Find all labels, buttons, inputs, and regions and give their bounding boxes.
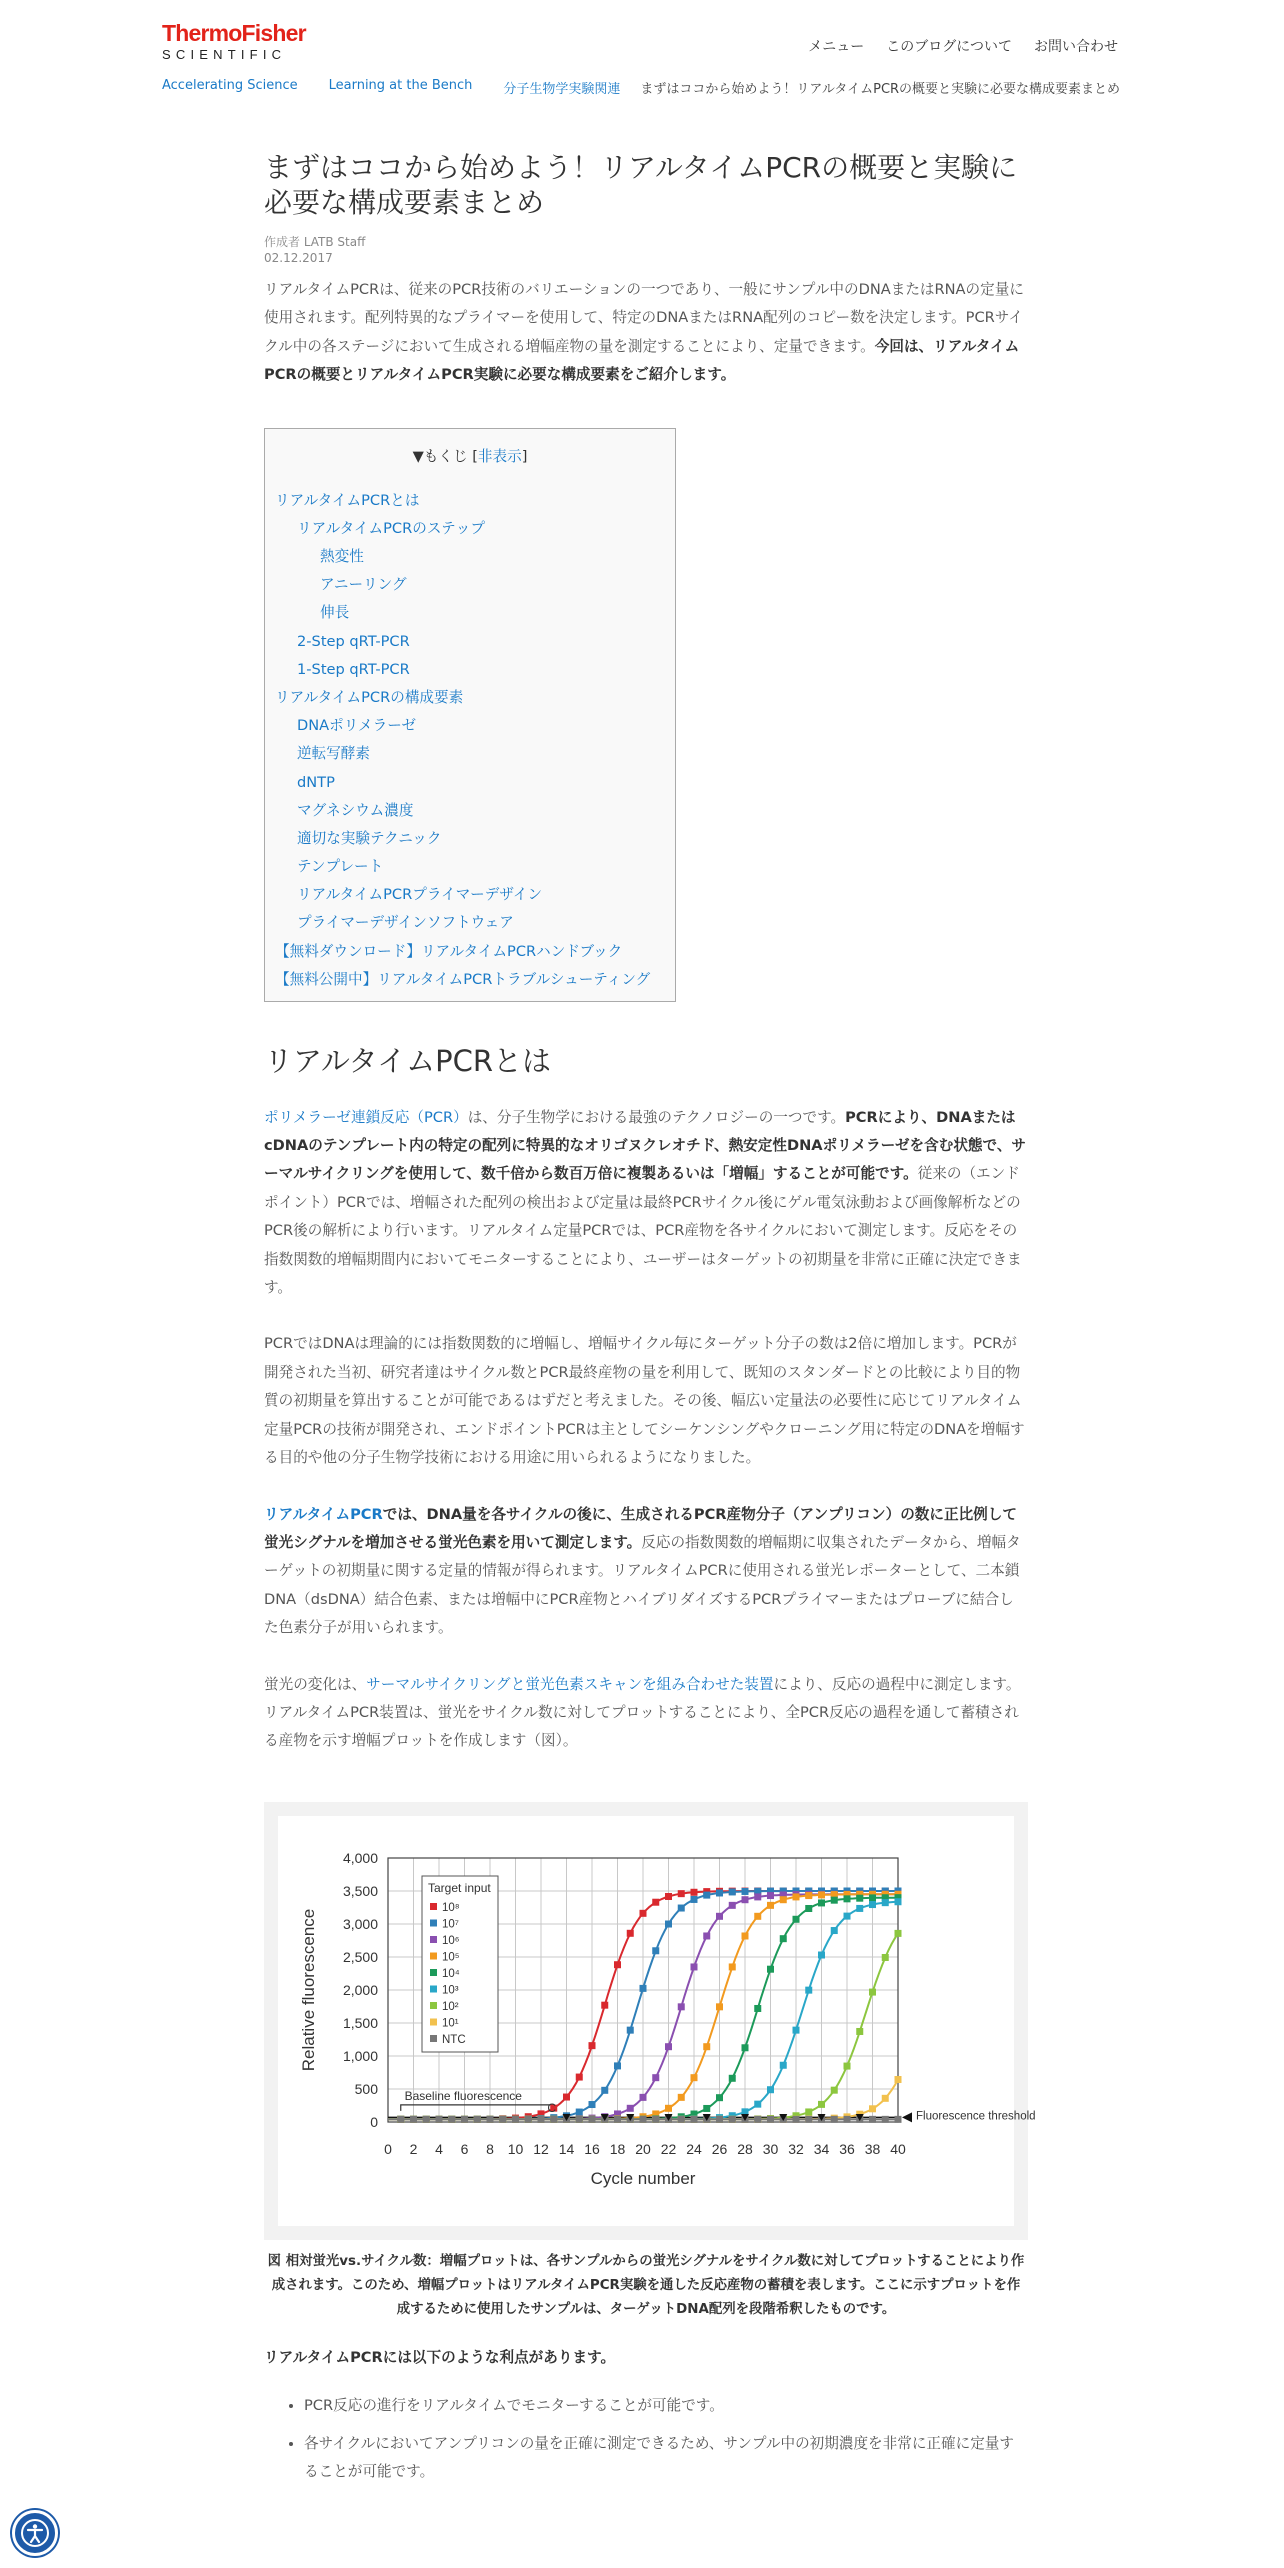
advantages-heading: リアルタイムPCRには以下のような利点があります。 (264, 2348, 616, 2366)
data-point (818, 2101, 825, 2108)
toc-link[interactable]: リアルタイムPCRプライマーデザイン (297, 886, 543, 904)
toc-list (275, 487, 665, 994)
x-tick-label: 0 (384, 2140, 392, 2157)
toc-item (275, 712, 665, 740)
data-point (512, 2116, 519, 2123)
data-point (754, 1893, 761, 1900)
data-point (703, 2105, 710, 2112)
data-point (576, 2116, 583, 2123)
realtime-pcr-link[interactable]: リアルタイムPCR (264, 1505, 383, 1523)
data-point (652, 2074, 659, 2081)
breadcrumb-learning-at-the-bench[interactable]: Learning at the Bench (328, 78, 473, 93)
x-tick-label: 8 (486, 2140, 494, 2157)
data-point (589, 2116, 596, 2123)
legend-swatch (430, 1969, 437, 1976)
data-point (474, 2116, 481, 2123)
data-point (754, 2100, 761, 2107)
data-point (831, 1927, 838, 1934)
x-tick-label: 4 (435, 2140, 443, 2157)
legend-swatch (430, 1952, 437, 1959)
x-tick-label: 24 (686, 2140, 702, 2157)
toc-item (275, 543, 665, 571)
data-point (716, 1889, 723, 1896)
data-point (576, 2073, 583, 2080)
y-tick-label: 1,500 (342, 2014, 378, 2031)
data-point (652, 2116, 659, 2123)
x-tick-label: 36 (839, 2140, 855, 2157)
data-point (691, 2116, 698, 2123)
data-point (754, 2005, 761, 2012)
accessibility-button[interactable] (12, 2510, 58, 2556)
y-axis-label: Relative fluorescence (299, 1908, 318, 2072)
data-point (703, 1891, 710, 1898)
data-point (869, 2116, 876, 2123)
data-point (742, 1932, 749, 1939)
legend-swatch (430, 1919, 437, 1926)
legend-swatch (430, 1985, 437, 1992)
data-point (729, 1888, 736, 1895)
data-point (665, 2105, 672, 2112)
legend-label: NTC (442, 2033, 466, 2046)
data-point (436, 2116, 443, 2123)
x-tick-label: 40 (890, 2140, 906, 2157)
legend-title: Target input (428, 1880, 491, 1895)
data-point (729, 1902, 736, 1909)
data-point (665, 2043, 672, 2050)
data-point (678, 2003, 685, 2010)
toc-title-suffix: ] (521, 447, 528, 465)
breadcrumb-accelerating-science[interactable]: Accelerating Science (162, 78, 298, 93)
x-tick-label: 6 (460, 2140, 469, 2157)
data-point (856, 1894, 863, 1901)
section1-paragraph-4 (264, 1671, 1028, 1756)
data-point (525, 2116, 532, 2123)
breadcrumb-current: まずはココから始めよう！リアルタイムPCRの概要と実験に必要な構成要素まとめ (640, 82, 1121, 97)
data-point (716, 2003, 723, 2010)
data-point (691, 1889, 698, 1896)
advantages-list (264, 2392, 1028, 2486)
data-point (703, 1932, 710, 1939)
data-point (805, 1986, 812, 1993)
toc-link[interactable]: 熱変性 (320, 548, 364, 565)
data-point (716, 1913, 723, 1920)
y-tick-label: 4,000 (342, 1849, 378, 1866)
toc-item (275, 853, 665, 881)
data-point (780, 2062, 787, 2069)
x-tick-label: 18 (609, 2140, 626, 2157)
data-point (678, 2094, 685, 2101)
legend-label: 10⁵ (442, 1951, 460, 1964)
toc-title (275, 443, 665, 471)
legend-swatch (430, 2018, 437, 2025)
p3-bold: では、DNA量を各サイクルの後に、生成されるPCR産物分子（アンプリコン）の数に正比例して蛍光シグナルを増加させる蛍光色素を用いて測定します。 (264, 1505, 1017, 1551)
data-point (640, 1985, 647, 1992)
data-point (869, 2105, 876, 2112)
article-meta (264, 234, 1028, 266)
section1-paragraph-3 (264, 1501, 1028, 1643)
intro-text: リアルタイムPCRは、従来のPCR技術のバリエーションの一つであり、一般にサンプル中のDNAまたはRNAの定量に使用されます。配列特異的なプライマーを使用して、特定のDNAまたはRNA配列のコピー数を決定します。PCRサイクル中の各ステージにおいて生成される増幅産物の量を測定することにより、定量できます。 (264, 281, 1024, 355)
logo-line1: ThermoFisher (162, 20, 306, 46)
toc-item (275, 656, 665, 684)
data-point (716, 2094, 723, 2101)
amplification-plot-figure (264, 1802, 1036, 2240)
data-point (882, 2095, 889, 2102)
data-point (793, 1893, 800, 1900)
legend-label: 10³ (442, 1984, 459, 1997)
threshold-arrow (902, 2112, 912, 2122)
data-point (601, 2001, 608, 2008)
section1-paragraph-1 (264, 1104, 1028, 1303)
baseline-label: Baseline fluorescence (404, 2088, 522, 2103)
toc-link[interactable]: 1-Step qRT-PCR (297, 660, 410, 678)
data-point (614, 1961, 621, 1968)
x-tick-label: 34 (813, 2140, 830, 2157)
legend-label: 10⁴ (442, 1967, 460, 1980)
data-point (895, 1898, 902, 1905)
data-point (869, 1894, 876, 1901)
toc-item (275, 628, 665, 656)
amplification-plot-chart (278, 1816, 1036, 2226)
y-tick-label: 1,000 (342, 2047, 378, 2064)
data-point (423, 2116, 430, 2123)
data-point (627, 2026, 634, 2033)
toc-link[interactable]: 逆転写酵素 (297, 745, 370, 763)
data-point (767, 2086, 774, 2093)
article (264, 150, 1036, 2496)
data-point (805, 2108, 812, 2115)
data-point (614, 2116, 621, 2123)
data-point (691, 2074, 698, 2081)
intro-paragraph (264, 276, 1028, 390)
data-point (691, 1963, 698, 1970)
data-point (856, 2028, 863, 2035)
data-point (831, 2116, 838, 2123)
data-point (818, 1891, 825, 1898)
data-point (767, 1965, 774, 1972)
data-point (640, 2094, 647, 2101)
thermofisher-logo[interactable] (162, 22, 306, 61)
x-tick-label: 2 (409, 2140, 418, 2157)
y-tick-label: 2,500 (342, 1948, 378, 1965)
data-point (742, 2044, 749, 2051)
legend-box (422, 1876, 498, 2052)
p3-text: 反応の指数関数的増幅期に収集されたデータから、増幅ターゲットの初期量に関する定量的情報が得られます。リアルタイムPCRに使用される蛍光レポーターとして、二本鎖DNA（dsDNA）結合色素、または増幅中にPCR産物とハイブリダイズするPCRプライマーまたはプローブに結合した色素分子が用いられます。 (264, 1533, 1021, 1637)
breadcrumb-molecular-biology[interactable]: 分子生物学実験関連 (503, 82, 621, 97)
data-point (614, 2062, 621, 2069)
toc-link[interactable]: マグネシウム濃度 (297, 801, 414, 819)
toc-item (275, 825, 665, 853)
nav-about-blog[interactable]: このブログについて (886, 39, 1012, 55)
data-point (818, 1899, 825, 1906)
data-point (627, 2105, 634, 2112)
data-point (652, 1947, 659, 1954)
x-tick-label: 16 (584, 2140, 600, 2157)
toc-title-prefix: ▼もくじ [ (412, 447, 478, 465)
x-tick-label: 10 (507, 2140, 524, 2157)
legend-label: 10¹ (442, 2017, 459, 2030)
p1-text-a: は、分子生物学における最強のテクノロジーの一つです。 (467, 1108, 846, 1126)
x-tick-label: 28 (737, 2140, 753, 2157)
data-point (869, 1901, 876, 1908)
data-point (780, 1935, 787, 1942)
toc-link[interactable]: リアルタイムPCRの構成要素 (275, 688, 464, 706)
toc-item (275, 684, 665, 712)
toc-item (275, 740, 665, 768)
data-point (882, 2116, 889, 2123)
data-point (576, 2108, 583, 2115)
accessibility-icon (20, 2518, 50, 2548)
x-tick-label: 30 (762, 2140, 779, 2157)
p1-bold: PCRにより、DNAまたはcDNAのテンプレート内の特定の配列に特異的なオリゴヌクレオチド、熱安定性DNAポリメラーゼを含む状態で、サーマルサイクリングを使用して、数千倍から数百万倍に複製あるいは「増幅」することが可能です。 (264, 1108, 1027, 1183)
data-point (678, 1890, 685, 1897)
legend-swatch (430, 2002, 437, 2009)
data-point (895, 2116, 902, 2123)
toc-link[interactable]: 伸長 (320, 604, 350, 622)
toc-item (275, 966, 665, 994)
toc-item (275, 881, 665, 909)
data-point (742, 1896, 749, 1903)
intro-bold: 今回は、リアルタイムPCRの概要とリアルタイムPCR実験に必要な構成要素をご紹介します。 (264, 337, 1020, 384)
article-date: 02.12.2017 (264, 251, 333, 265)
data-point (729, 1963, 736, 1970)
site-header (0, 0, 1284, 66)
data-point (640, 1910, 647, 1917)
thermal-cycler-link[interactable]: サーマルサイクリングと蛍光色素スキャンを組み合わせた装置 (366, 1675, 774, 1693)
data-point (895, 2076, 902, 2083)
data-point (856, 1905, 863, 1912)
toc-link[interactable]: DNAポリメラーゼ (297, 717, 417, 735)
data-point (729, 2075, 736, 2082)
x-tick-label: 38 (864, 2140, 881, 2157)
data-point (703, 2043, 710, 2050)
legend-swatch (430, 2035, 437, 2042)
article-author: 作成者 LATB Staff (264, 235, 366, 249)
toc-item (275, 487, 665, 515)
y-tick-label: 0 (370, 2113, 378, 2130)
toc-link[interactable]: アニーリング (320, 576, 407, 594)
data-point (461, 2116, 468, 2123)
data-point (499, 2116, 506, 2123)
data-point (805, 2116, 812, 2123)
toc-link[interactable]: テンプレート (297, 858, 384, 876)
data-point (640, 2116, 647, 2123)
toc-item (275, 515, 665, 543)
data-point (538, 2116, 545, 2123)
legend-label: 10⁷ (442, 1918, 459, 1931)
advantage-item: • PCR反応の進行をリアルタイムでモニターすることが可能です。 (304, 2392, 1028, 2420)
toc-link[interactable]: 2-Step qRT-PCR (297, 632, 410, 650)
data-point (627, 1930, 634, 1937)
data-point (754, 1913, 761, 1920)
data-point (652, 1898, 659, 1905)
data-point (563, 2093, 570, 2100)
toc-item (275, 571, 665, 599)
data-point (487, 2116, 494, 2123)
data-point (767, 1892, 774, 1899)
data-point (805, 1905, 812, 1912)
data-point (869, 1988, 876, 1995)
legend-label: 10² (442, 2000, 459, 2013)
x-tick-label: 20 (635, 2140, 651, 2157)
toc-item (275, 909, 665, 937)
legend-swatch (430, 1903, 437, 1910)
data-point (831, 2086, 838, 2093)
toc-link[interactable]: 【無料ダウンロード】リアルタイムPCRハンドブック (275, 942, 623, 960)
nav-menu[interactable]: メニュー (808, 39, 865, 55)
data-point (767, 2116, 774, 2123)
data-point (550, 2116, 557, 2123)
data-point (601, 2087, 608, 2094)
nav-contact[interactable]: お問い合わせ (1034, 39, 1118, 55)
toc-link[interactable]: プライマーデザインソフトウェア (297, 914, 514, 932)
data-point (882, 1899, 889, 1906)
data-point (793, 1916, 800, 1923)
data-point (678, 2116, 685, 2123)
x-tick-label: 26 (711, 2140, 728, 2157)
toc-link[interactable]: 適切な実験テクニック (297, 829, 442, 847)
legend-swatch (430, 1936, 437, 1943)
toc-toggle-link[interactable]: 非表示 (477, 447, 522, 465)
data-point (793, 2026, 800, 2033)
x-tick-label: 32 (788, 2140, 804, 2157)
toc-item (275, 797, 665, 825)
data-point (767, 1902, 774, 1909)
ct-label: C (547, 2100, 557, 2115)
top-nav (808, 36, 1118, 56)
breadcrumb (162, 78, 1120, 97)
data-point (665, 1893, 672, 1900)
x-tick-label: 22 (660, 2140, 677, 2157)
p4-text-b: により、反応の過程中に測定します。リアルタイムPCR装置は、蛍光をサイクル数に対してプロットすることにより、全PCR反応の過程を通して蓄積される産物を示す増幅プロットを作成します（図）。 (264, 1675, 1021, 1750)
legend-label: 10⁸ (442, 1901, 460, 1914)
figure-caption: 図 相対蛍光vs.サイクル数：増幅プロットは、各サンプルからの蛍光シグナルをサイクル数に対してプロットすることにより作成されます。このため、増幅プロットはリアルタイムPCR実験を通した反応産物の蓄積を表します。ここに示すプロットを作成するために使用したサンプルは、ターゲットDNA配列を段階希釈したものです。 (267, 2253, 1025, 2317)
toc-item (275, 938, 665, 966)
toc-item (275, 599, 665, 627)
data-point (589, 2042, 596, 2049)
data-point (691, 1896, 698, 1903)
page-title: まずはココから始めよう！リアルタイムPCRの概要と実験に必要な構成要素まとめ (264, 151, 1018, 219)
pcr-link[interactable]: ポリメラーゼ連鎖反応（PCR） (264, 1108, 468, 1126)
y-tick-label: 2,000 (342, 1981, 378, 1998)
toc-link[interactable]: 【無料公開中】リアルタイムPCRトラブルシューティング (275, 970, 651, 988)
data-point (844, 2116, 851, 2123)
data-point (882, 1954, 889, 1961)
toc-link[interactable]: dNTP (297, 773, 335, 791)
legend-label: 10⁶ (442, 1934, 460, 1947)
table-of-contents (264, 428, 676, 1002)
data-point (805, 1892, 812, 1899)
advantage-item: • 各サイクルにおいてアンプリコンの量を正確に測定できるため、サンプル中の初期濃度を非常に正確に定量することが可能です。 (304, 2430, 1028, 2486)
data-point (754, 2116, 761, 2123)
data-point (895, 1930, 902, 1937)
data-point (793, 2116, 800, 2123)
y-tick-label: 3,500 (342, 1882, 378, 1899)
data-point (729, 2116, 736, 2123)
threshold-label: Fluorescence threshold (916, 2110, 1036, 2123)
toc-link[interactable]: リアルタイムPCRとは (275, 491, 420, 509)
section1-paragraph-2: PCRではDNAは理論的には指数関数的に増幅し、増幅サイクル毎にターゲット分子の数は2倍に増加します。PCRが開発された当初、研究者達はサイクル数とPCR最終産物の量を利用して、既知のスタンダードとの比較により目的物質の初期量を算出することが可能であるはずだと考えました。その後、幅広い定量法の必要性に応じてリアルタイム定量PCRの技術が開発され、エンドポイントPCRは主としてシーケンシングやクローニング用に特定のDNAを増幅する目的や他の分子生物学技術における用途に用いられるようになりました。 (264, 1335, 1025, 1467)
data-point (678, 1904, 685, 1911)
data-point (410, 2116, 417, 2123)
x-tick-label: 12 (533, 2140, 549, 2157)
data-point (716, 2116, 723, 2123)
data-point (844, 1895, 851, 1902)
data-point (844, 1912, 851, 1919)
data-point (665, 1920, 672, 1927)
toc-link[interactable]: リアルタイムPCRのステップ (297, 519, 485, 537)
y-tick-label: 3,000 (342, 1915, 378, 1932)
data-point (844, 2062, 851, 2069)
logo-line2: SCIENTIFIC (162, 47, 287, 62)
data-point (818, 1951, 825, 1958)
data-point (397, 2116, 404, 2123)
y-tick-label: 500 (354, 2080, 378, 2097)
section-heading-what-is-realtime-pcr: リアルタイムPCRとは (264, 1043, 551, 1078)
data-point (448, 2116, 455, 2123)
data-point (742, 1888, 749, 1895)
baseline-bracket (401, 2105, 554, 2111)
data-point (589, 2101, 596, 2108)
x-axis-label: Cycle number (590, 2168, 696, 2188)
p1-text-b: 従来の（エンドポイント）PCRでは、増幅された配列の検出および定量は最終PCRサイクル後にゲル電気泳動および画像解析などのPCR後の解析により行います。リアルタイム定量PCRでは、PCR産物を各サイクルにおいて測定します。反応をその指数関数的増幅期間内においてモニターすることにより、ユーザーはターゲットの初期量を非常に正確に決定できます。 (264, 1165, 1022, 1297)
x-tick-label: 14 (558, 2140, 575, 2157)
toc-item (275, 769, 665, 797)
data-point (831, 1896, 838, 1903)
p4-text-a: 蛍光の変化は、 (264, 1675, 367, 1693)
data-point (780, 1896, 787, 1903)
